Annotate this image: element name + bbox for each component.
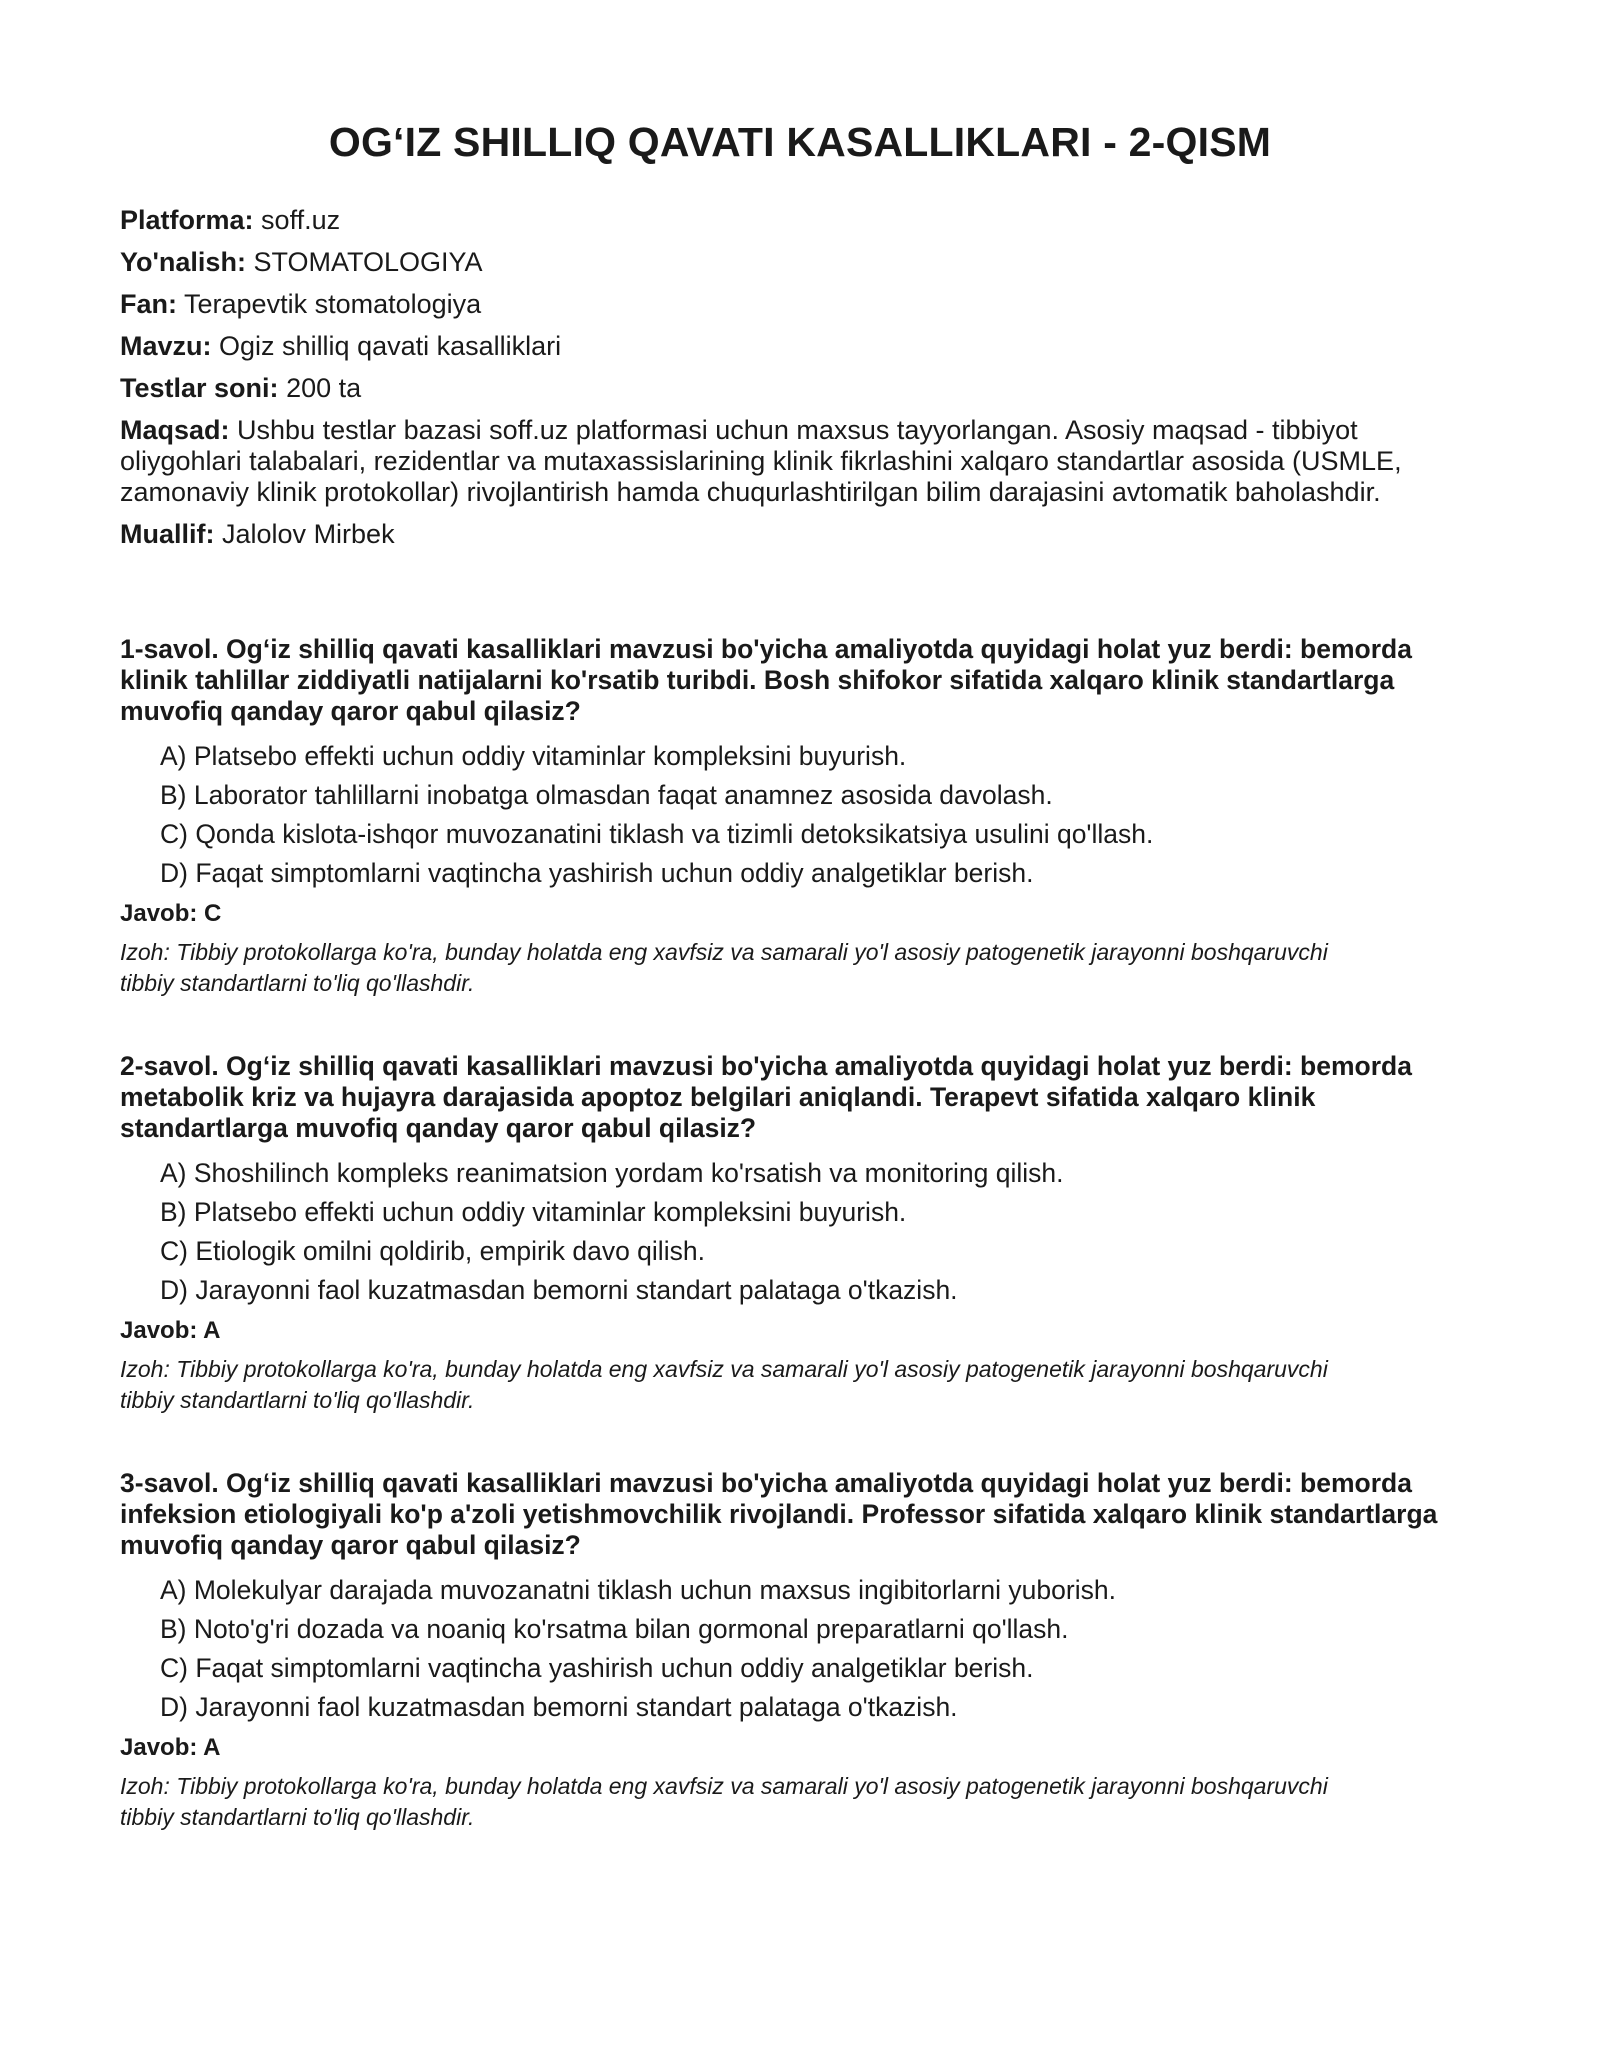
question-3	[120, 1468, 1480, 1833]
document-meta	[120, 205, 1480, 550]
answer: Javob: A	[120, 1734, 221, 1762]
document-page	[120, 118, 1480, 1885]
meta-value: STOMATOLOGIYA	[253, 247, 483, 278]
option-a: A) Molekulyar darajada muvozanatni tiklash uchun maxsus ingibitorlarni yuborish.	[160, 1575, 1116, 1606]
meta-label: Platforma:	[120, 205, 254, 236]
meta-value: Ushbu testlar bazasi soff.uz platformasi uchun maxsus tayyorlangan. Asosiy maqsad - tibbiyot oliygohlari talabalari, rezidentlar va mutaxassislarining klinik fikrlashini xalqaro standartlar asosida (USMLE, zamonaviy klinik protokollar) rivojlantirish hamda chuqurlashtirilgan bilim darajasini avtomatik baholashdir.	[120, 415, 1402, 508]
document-title: OG‘IZ SHILLIQ QAVATI KASALLIKLARI - 2-QISM	[328, 119, 1272, 165]
explanation: Izoh: Tibbiy protokollarga ko'ra, bunday holatda eng xavfsiz va samarali yo'l asosiy patogenetik jarayonni boshqaruvchi tibbiy standartlarni to'liq qo'llashdir.	[120, 1356, 1328, 1414]
question-text: 2-savol. Og‘iz shilliq qavati kasalliklari mavzusi bo'yicha amaliyotda quyidagi holat yuz berdi: bemorda metabolik kriz va hujayra darajasida apoptoz belgilari aniqlandi. Terapevt sifatida xalqaro klinik standartlarga muvofiq qanday qaror qabul qilasiz?	[120, 1051, 1412, 1144]
meta-value: Ogiz shilliq qavati kasalliklari	[219, 331, 562, 362]
meta-value: Jalolov Mirbek	[222, 519, 395, 550]
question-text: 1-savol. Og‘iz shilliq qavati kasalliklari mavzusi bo'yicha amaliyotda quyidagi holat yuz berdi: bemorda klinik tahlillar ziddiyatli natijalarni ko'rsatib turibdi. Bosh shifokor sifatida xalqaro klinik standartlarga muvofiq qanday qaror qabul qilasiz?	[120, 634, 1412, 727]
answer: Javob: A	[120, 1317, 221, 1345]
option-c: C) Faqat simptomlarni vaqtincha yashirish uchun oddiy analgetiklar berish.	[160, 1653, 1034, 1684]
meta-label: Testlar soni:	[120, 373, 279, 404]
option-b: B) Noto'g'ri dozada va noaniq ko'rsatma bilan gormonal preparatlarni qo'llash.	[160, 1614, 1069, 1645]
option-list	[120, 741, 1480, 889]
meta-value: Terapevtik stomatologiya	[184, 289, 482, 320]
option-list	[120, 1158, 1480, 1306]
option-c: C) Etiologik omilni qoldirib, empirik davo qilish.	[160, 1236, 705, 1267]
meta-author	[120, 519, 1480, 550]
option-list	[120, 1575, 1480, 1723]
meta-label: Muallif:	[120, 519, 215, 550]
meta-value: 200 ta	[286, 373, 362, 404]
option-c: C) Qonda kislota-ishqor muvozanatini tiklash va tizimli detoksikatsiya usulini qo'llash.	[160, 819, 1154, 850]
answer: Javob: C	[120, 900, 222, 928]
meta-topic	[120, 331, 1480, 362]
meta-label: Mavzu:	[120, 331, 212, 362]
explanation: Izoh: Tibbiy protokollarga ko'ra, bunday holatda eng xavfsiz va samarali yo'l asosiy patogenetik jarayonni boshqaruvchi tibbiy standartlarni to'liq qo'llashdir.	[120, 1773, 1328, 1831]
question-text: 3-savol. Og‘iz shilliq qavati kasalliklari mavzusi bo'yicha amaliyotda quyidagi holat yuz berdi: bemorda infeksion etiologiyali ko'p a'zoli yetishmovchilik rivojlandi. Professor sifatida xalqaro klinik standartlarga muvofiq qanday qaror qabul qilasiz?	[120, 1468, 1438, 1561]
question-list	[120, 634, 1480, 1833]
meta-platform	[120, 205, 1480, 236]
option-b: B) Platsebo effekti uchun oddiy vitaminlar kompleksini buyurish.	[160, 1197, 907, 1228]
explanation: Izoh: Tibbiy protokollarga ko'ra, bunday holatda eng xavfsiz va samarali yo'l asosiy patogenetik jarayonni boshqaruvchi tibbiy standartlarni to'liq qo'llashdir.	[120, 939, 1328, 997]
option-d: D) Jarayonni faol kuzatmasdan bemorni standart palataga o'tkazish.	[160, 1692, 958, 1723]
option-d: D) Jarayonni faol kuzatmasdan bemorni standart palataga o'tkazish.	[160, 1275, 958, 1306]
option-a: A) Platsebo effekti uchun oddiy vitaminlar kompleksini buyurish.	[160, 741, 907, 772]
option-b: B) Laborator tahlillarni inobatga olmasdan faqat anamnez asosida davolash.	[160, 780, 1053, 811]
question-2	[120, 1051, 1480, 1416]
meta-label: Yo'nalish:	[120, 247, 246, 278]
option-d: D) Faqat simptomlarni vaqtincha yashirish uchun oddiy analgetiklar berish.	[160, 858, 1034, 889]
meta-value: soff.uz	[261, 205, 341, 236]
meta-label: Fan:	[120, 289, 177, 320]
option-a: A) Shoshilinch kompleks reanimatsion yordam ko'rsatish va monitoring qilish.	[160, 1158, 1064, 1189]
question-1	[120, 634, 1480, 999]
meta-subject	[120, 289, 1480, 320]
meta-label: Maqsad:	[120, 415, 230, 446]
meta-direction	[120, 247, 1480, 278]
meta-purpose	[120, 415, 1460, 508]
meta-test-count	[120, 373, 1480, 404]
